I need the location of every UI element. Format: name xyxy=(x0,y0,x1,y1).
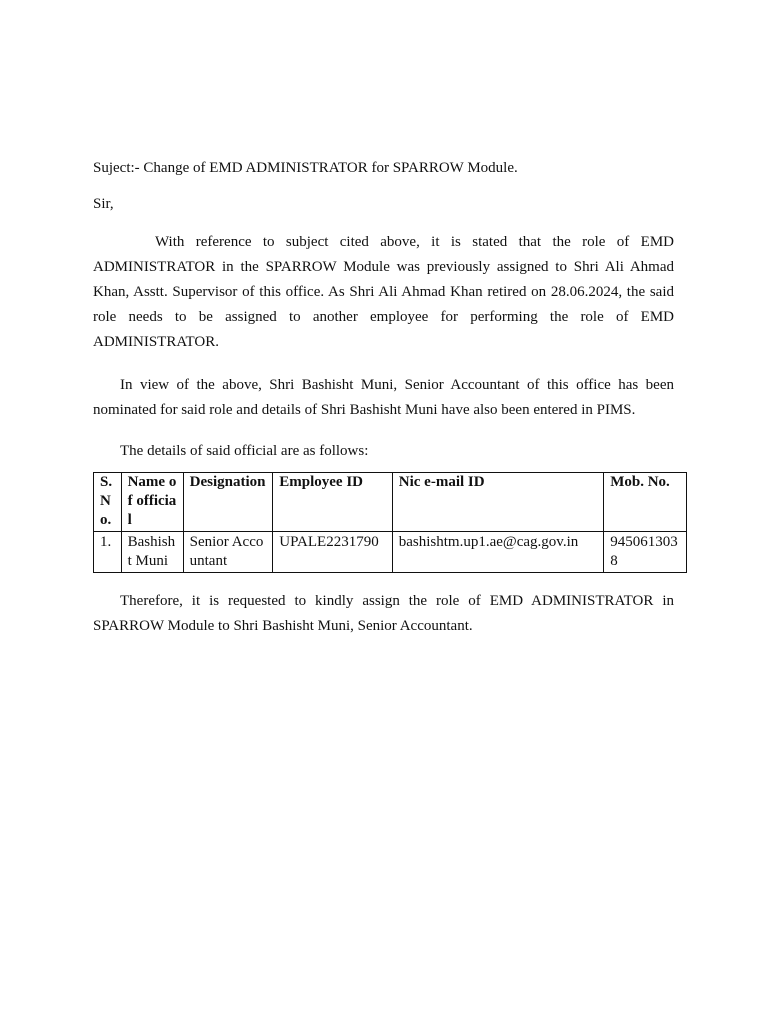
header-s-no: S. No. xyxy=(94,473,122,532)
salutation: Sir, xyxy=(93,196,114,212)
cell-s-no: 1. xyxy=(94,532,122,573)
header-nic-email-id: Nic e-mail ID xyxy=(392,473,603,532)
paragraph-request: Therefore, it is requested to kindly assign the role of EMD ADMINISTRATOR in SPARROW Module to Shri Bashisht Muni, Senior Accountant. xyxy=(93,593,674,634)
table-header-row xyxy=(94,473,687,532)
official-details-table xyxy=(93,472,687,573)
letter-body xyxy=(93,158,678,639)
cell-name: Bashisht Muni xyxy=(121,532,183,573)
header-name-of-official: Name of official xyxy=(121,473,183,532)
table-row xyxy=(94,532,687,573)
cell-email: bashishtm.up1.ae@cag.gov.in xyxy=(392,532,603,573)
paragraph-details-intro: The details of said official are as follows: xyxy=(120,443,369,459)
header-designation: Designation xyxy=(183,473,273,532)
header-employee-id: Employee ID xyxy=(273,473,393,532)
cell-mobile: 9450613038 xyxy=(604,532,687,573)
cell-employee-id: UPALE2231790 xyxy=(273,532,393,573)
cell-designation: Senior Accountant xyxy=(183,532,273,573)
paragraph-nomination: In view of the above, Shri Bashisht Muni, Senior Accountant of this office has been nominated for said role and details of Shri Bashisht Muni have also been entered in PIMS. xyxy=(93,377,674,418)
subject-line: Suject:- Change of EMD ADMINISTRATOR for SPARROW Module. xyxy=(93,160,518,176)
paragraph-reference: With reference to subject cited above, it is stated that the role of EMD ADMINISTRATOR in the SPARROW Module was previously assigned to Shri Ali Ahmad Khan, Asstt. Supervisor of this office. As Shri Ali Ahmad Khan retired on 28.06.2024, the said role needs to be assigned to another employee for performing the role of EMD ADMINISTRATOR. xyxy=(93,234,674,350)
header-mob-no: Mob. No. xyxy=(604,473,687,532)
